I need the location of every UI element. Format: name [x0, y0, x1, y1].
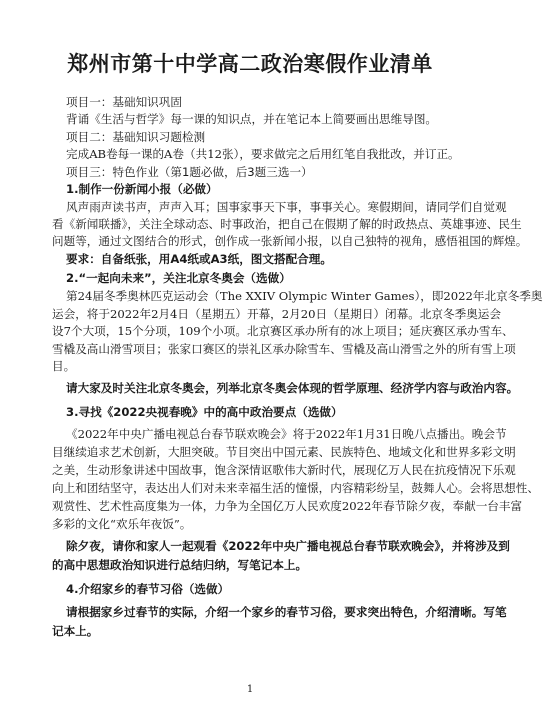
item2-text: 完成AB卷每一课的A卷（共12张），要求做完之后用红笔自我批改，并订正。 [66, 147, 460, 161]
task3-text-line: 多彩的文化“欢乐年夜饭”。 [52, 517, 192, 531]
task2-text-line: 运会，将于2022年2月4日（星期五）开幕，2月20日（星期日）闭幕。北京冬季奥运会 [52, 307, 501, 321]
task2-heading: 2.“一起向未来”，关注北京冬奥会（选做） [66, 271, 291, 285]
task1-requirement: 要求：自备纸张，用A4纸或A3纸，图文搭配合理。 [66, 252, 332, 266]
item3-heading: 项目三：特色作业（第1题必做，后3题三选一） [66, 165, 313, 179]
task2-text-line: 雪橇及高山滑雪项目；张家口赛区的崇礼区承办除雪车、雪橇及高山滑雪之外的所有雪上项 [52, 342, 516, 356]
task2-text-line: 第24届冬季奥林匹克运动会（The XXIV Olympic Winter Games），即2022年北京冬季奥 [66, 289, 543, 303]
task4-requirement: 记本上。 [52, 624, 99, 638]
item1-text: 背诵《生活与哲学》每一课的知识点，并在笔记本上简要画出思维导图。 [66, 112, 438, 126]
task1-heading: 1.制作一份新闻小报（必做） [66, 182, 218, 196]
task4-requirement: 请根据家乡过春节的实际，介绍一个家乡的春节习俗，要求突出特色，介绍清晰。写笔 [66, 605, 507, 619]
task3-text-line: 之美，生动形象讲述中国故事，饱含深情讴歌伟大新时代，展现亿万人民在抗疫情况下乐观 [52, 463, 516, 477]
task3-requirement: 除夕夜，请你和家人一起观看《2022年中央广播电视总台春节联欢晚会》，并将涉及到 [66, 539, 510, 553]
task2-text-line: 设7个大项，15个分项，109个小项。北京赛区承办所有的冰上项目；延庆赛区承办雪车、 [52, 324, 514, 338]
page-title: 郑州市第十中学高二政治寒假作业清单 [67, 52, 433, 76]
task3-text-line: 观赏性、艺术性高度集为一体，力争为全国亿万人民欢度2022年春节除夕夜，奉献一台丰富 [52, 499, 523, 513]
item1-heading: 项目一：基础知识巩固 [66, 95, 182, 109]
task2-text-line: 目。 [52, 359, 76, 373]
task1-text-line: 看《新闻联播》，关注全球动态、时事政治，把自己在假期了解的时政热点、英雄事迹、民生 [52, 217, 522, 231]
task3-text-line: 《2022年中央广播电视总台春节联欢晚会》将于2022年1月31日晚八点播出。晚会节 [66, 427, 507, 441]
task3-text-line: 目继续追求艺术创新，大胆突破。节目突出中国元素、民族特色、地域文化和世界多彩文明 [52, 445, 516, 459]
item2-heading: 项目二：基础知识习题检测 [66, 130, 206, 144]
task3-heading: 3.寻找《2022央视春晚》中的高中政治要点（选做） [66, 405, 343, 419]
task1-text-line: 风声雨声读书声，声声入耳；国事家事天下事，事事关心。寒假期间，请同学们自觉观 [66, 200, 507, 214]
task1-text-line: 问题等，通过文图结合的形式，创作成一张新闻小报，以自己独特的视角，感悟祖国的辉煌。 [52, 234, 528, 248]
task3-requirement: 的高中思想政治知识进行总结归纳，写笔记本上。 [52, 558, 308, 572]
page-number: 1 [246, 684, 254, 695]
task4-heading: 4.介绍家乡的春节习俗（选做） [66, 582, 230, 596]
task2-requirement: 请大家及时关注北京冬奥会，列举北京冬奥会体现的哲学原理、经济学内容与政治内容。 [66, 381, 519, 395]
task3-text-line: 向上和团结坚守，表达出人们对未来幸福生活的憧憬，内容精彩纷呈，鼓舞人心。会将思想性、 [52, 481, 539, 495]
